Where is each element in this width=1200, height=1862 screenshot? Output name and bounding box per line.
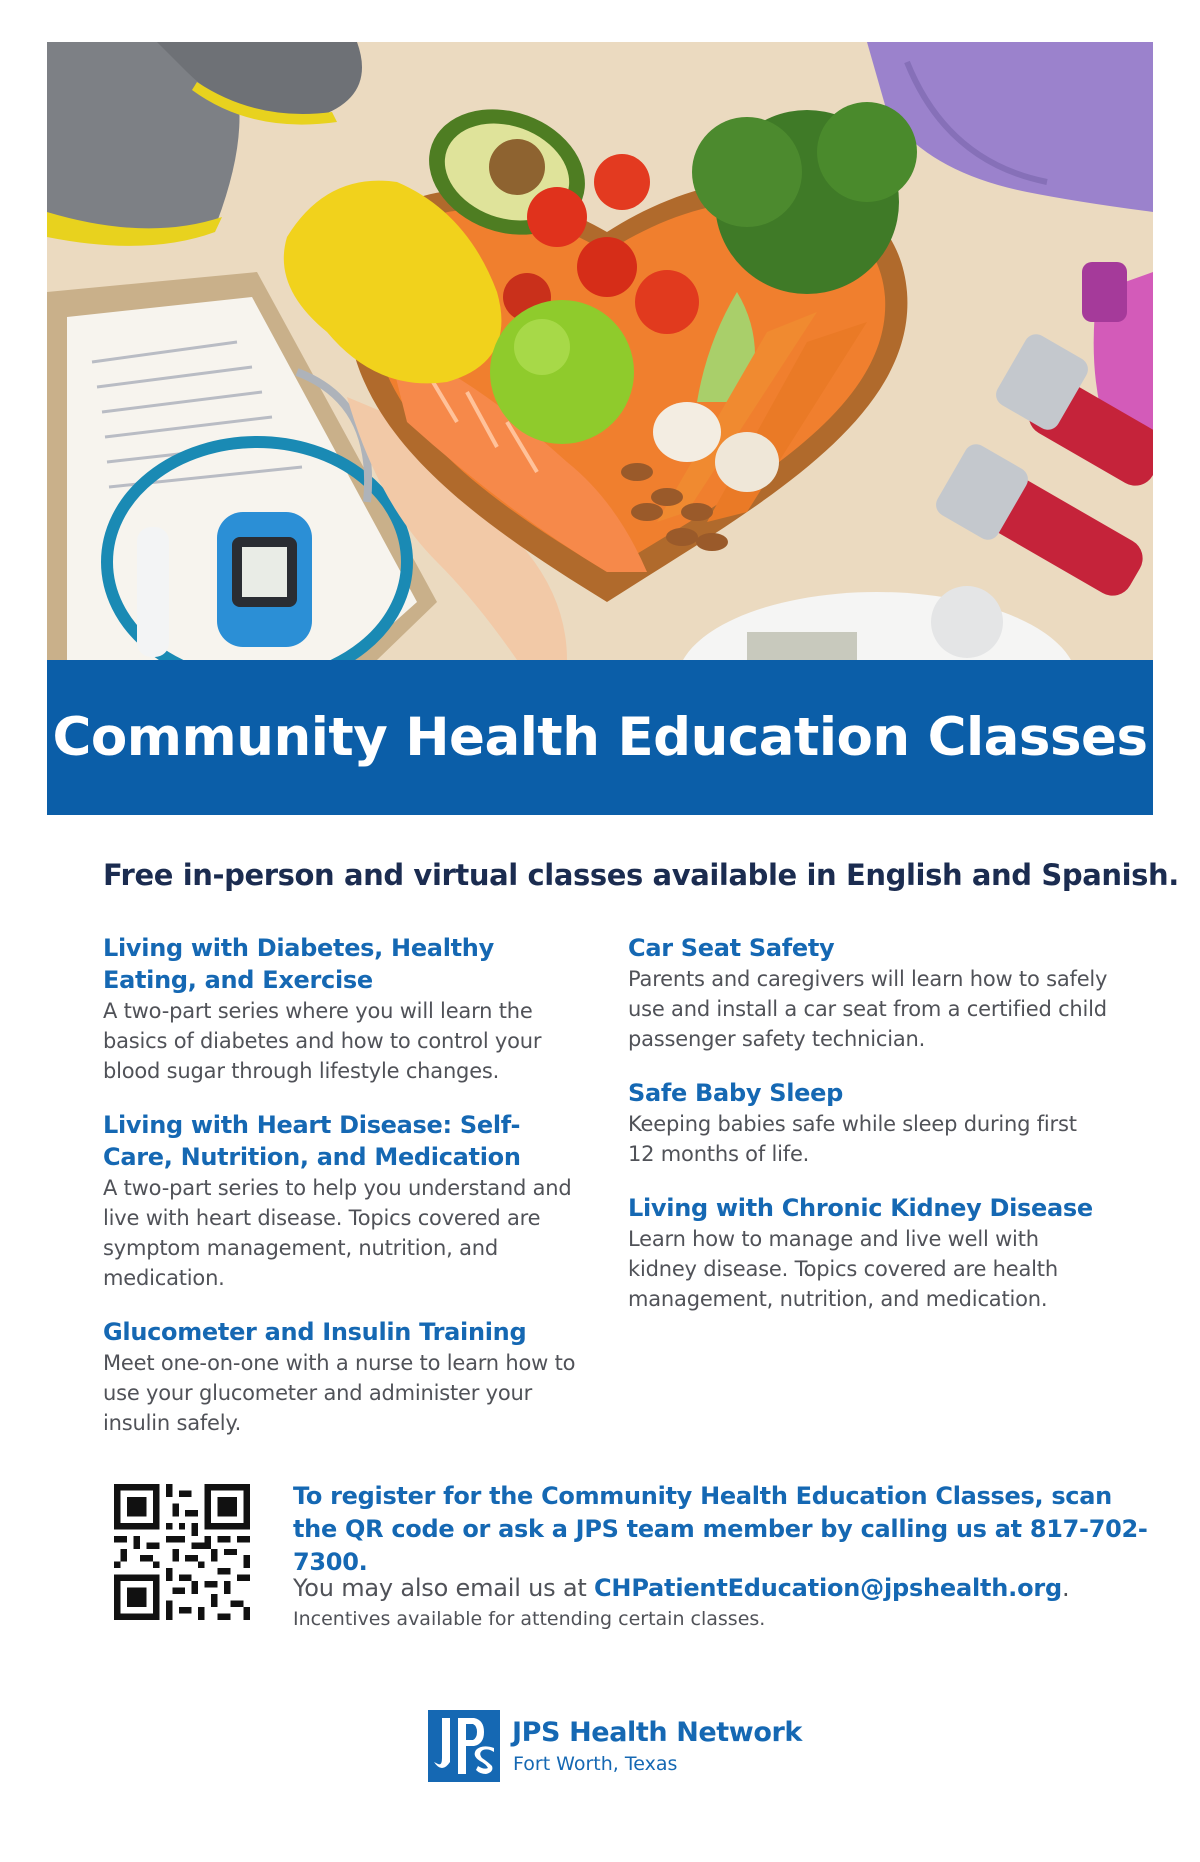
register-text: To register for the Community Health Education Classes, scan the QR code or ask a JPS team member by calling us at 817-702-7300. [293,1482,1148,1576]
title-banner [47,660,1153,815]
classes-right-column [628,932,1108,1337]
class-description: Meet one-on-one with a nurse to learn how to use your glucometer and administer your insulin safely. [103,1351,576,1435]
class-description: Parents and caregivers will learn how to safely use and install a car seat from a certified child passenger safety technician. [628,967,1108,1051]
class-glucometer [103,1316,583,1438]
hero-photo [47,42,1153,660]
page-title: Community Health Education Classes [52,707,1148,768]
class-description: Keeping babies safe while sleep during first 12 months of life. [628,1112,1077,1166]
class-title: Living with Heart Disease: Self-Care, Nutrition, and Medication [103,1111,521,1171]
email-line [293,1574,1069,1602]
classes-left-column [103,932,583,1461]
class-heart-disease [103,1109,583,1293]
hero-illustration [47,42,1153,660]
class-description: A two-part series to help you understand and live with heart disease. Topics covered are symptom management, nutrition, and medication. [103,1176,572,1290]
logo-location: Fort Worth, Texas [513,1753,678,1775]
email-prefix: You may also email us at [293,1574,595,1602]
class-description: Learn how to manage and live well with kidney disease. Topics covered are health management, nutrition, and medication. [628,1227,1058,1311]
class-title: Glucometer and Insulin Training [103,1318,527,1346]
qr-code[interactable] [114,1484,250,1620]
subtitle: Free in-person and virtual classes available in English and Spanish. [103,858,1179,892]
class-baby-sleep [628,1077,1108,1169]
class-title: Car Seat Safety [628,934,835,962]
class-title: Safe Baby Sleep [628,1079,843,1107]
class-kidney [628,1192,1108,1314]
class-description: A two-part series where you will learn the basics of diabetes and how to control your blood sugar through lifestyle changes. [103,999,542,1083]
logo-name: JPS Health Network [512,1717,802,1748]
class-car-seat [628,932,1108,1054]
email-link[interactable]: CHPatientEducation@jpshealth.org [594,1574,1063,1602]
incentives-note: Incentives available for attending certain classes. [293,1608,766,1630]
jps-logo-icon [428,1710,500,1782]
class-title: Living with Diabetes, Healthy Eating, and Exercise [103,934,494,994]
class-title: Living with Chronic Kidney Disease [628,1194,1093,1222]
class-diabetes [103,932,583,1086]
email-suffix: . [1062,1574,1070,1602]
